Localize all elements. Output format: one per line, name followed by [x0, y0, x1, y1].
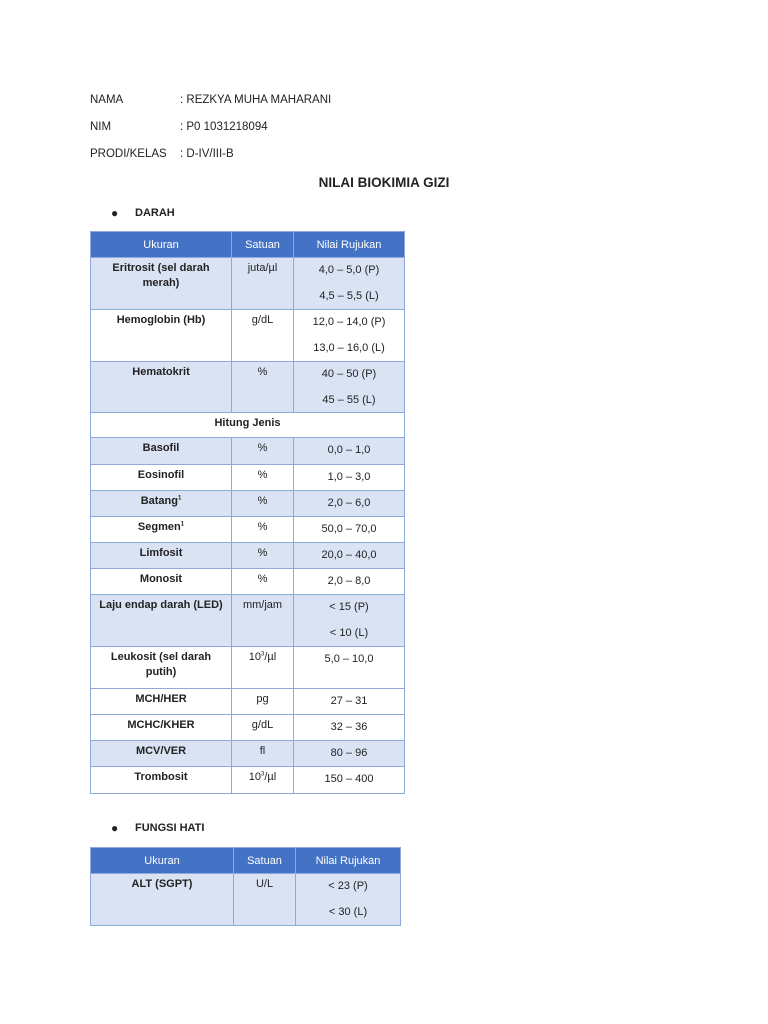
info-value: : REZKYA MUHA MAHARANI [180, 94, 332, 106]
bullet-icon: ● [111, 821, 119, 835]
satuan-text: % [257, 521, 268, 533]
satuan-text: % [257, 547, 268, 559]
ukuran-cell [91, 647, 232, 689]
nilai-rujukan-cell [294, 310, 405, 362]
satuan-exponent: 3 [261, 771, 265, 778]
ukuran-text: Eosinofil [137, 469, 185, 481]
column-header-nilai-rujukan: Nilai Rujukan [296, 848, 401, 874]
column-header-ukuran: Ukuran [91, 848, 234, 874]
ukuran-text: ALT (SGPT) [131, 878, 193, 890]
section-heading-text: DARAH [135, 207, 175, 219]
table-row [91, 741, 405, 767]
column-header-satuan: Satuan [234, 848, 296, 874]
satuan-text: fl [259, 745, 266, 757]
nilai-rujukan-value: 4,0 – 5,0 (P) [318, 264, 380, 276]
satuan-text: % [257, 495, 268, 507]
ukuran-text: Trombosit [134, 771, 188, 783]
ukuran-text: Segmen [137, 521, 181, 533]
section-heading-fungsi-hati [111, 821, 205, 835]
satuan-text: 10 [248, 651, 262, 663]
nilai-rujukan-cell [294, 741, 405, 767]
footnote-marker: 1 [177, 495, 182, 502]
section-heading-text: FUNGSI HATI [135, 822, 205, 834]
satuan-cell [234, 874, 296, 926]
nilai-rujukan-value: 20,0 – 40,0 [321, 549, 377, 561]
nilai-rujukan-cell [294, 569, 405, 595]
satuan-text: % [257, 469, 268, 481]
ukuran-cell [91, 310, 232, 362]
ukuran-cell [91, 715, 232, 741]
satuan-cell [232, 465, 294, 491]
nilai-rujukan-value: 13,0 – 16,0 (L) [313, 342, 385, 354]
satuan-cell [232, 362, 294, 413]
satuan-cell [232, 595, 294, 647]
info-row-nim [90, 121, 268, 133]
nilai-rujukan-value: 40 – 50 (P) [321, 368, 377, 380]
ukuran-cell [91, 767, 232, 794]
nilai-rujukan-value: 27 – 31 [330, 695, 368, 707]
ukuran-cell [91, 491, 232, 517]
nilai-rujukan-value: < 23 (P) [328, 880, 368, 892]
ukuran-text: Hematokrit [132, 366, 190, 378]
table-row [91, 647, 405, 689]
ukuran-cell [91, 543, 232, 569]
info-label: NAMA [90, 94, 124, 106]
nilai-rujukan-value: < 15 (P) [329, 601, 369, 613]
page-title: NILAI BIOKIMIA GIZI [318, 175, 450, 190]
table-row [91, 715, 405, 741]
satuan-cell [232, 310, 294, 362]
nilai-rujukan-value: 32 – 36 [330, 721, 368, 733]
satuan-cell [232, 715, 294, 741]
column-header-nilai-rujukan: Nilai Rujukan [294, 232, 405, 258]
satuan-text: g/dL [251, 314, 274, 326]
table-row [91, 310, 405, 362]
nilai-rujukan-value: 80 – 96 [330, 747, 368, 759]
ukuran-cell [91, 689, 232, 715]
nilai-rujukan-value: 5,0 – 10,0 [324, 653, 374, 665]
nilai-rujukan-cell [294, 438, 405, 465]
nilai-rujukan-cell [294, 715, 405, 741]
table-row [91, 258, 405, 310]
satuan-text: U/L [255, 878, 274, 890]
satuan-text: 10 [248, 771, 262, 783]
info-value: : D-IV/III-B [180, 148, 234, 160]
satuan-cell [232, 569, 294, 595]
nilai-rujukan-value: 50,0 – 70,0 [321, 523, 377, 535]
table-row [91, 465, 405, 491]
nilai-rujukan-cell [294, 491, 405, 517]
darah-table [90, 231, 405, 794]
ukuran-text: Monosit [139, 573, 183, 585]
satuan-cell [232, 689, 294, 715]
info-label: PRODI/KELAS [90, 148, 167, 160]
table-row [91, 689, 405, 715]
satuan-cell [232, 438, 294, 465]
satuan-text: juta/µl [247, 262, 278, 274]
section-heading-darah [111, 206, 175, 220]
nilai-rujukan-value: 0,0 – 1,0 [327, 444, 371, 456]
info-row-prodi [90, 148, 234, 160]
nilai-rujukan-cell [294, 543, 405, 569]
table-row [91, 595, 405, 647]
satuan-suffix: /µl [264, 651, 277, 663]
satuan-cell [232, 258, 294, 310]
satuan-cell [232, 517, 294, 543]
ukuran-text: Batang [140, 495, 178, 507]
nilai-rujukan-cell [294, 767, 405, 794]
satuan-text: % [257, 442, 268, 454]
ukuran-text: Eritrosit (sel darah merah) [112, 262, 210, 289]
table-header-row [91, 848, 401, 874]
info-row-nama [90, 94, 331, 106]
info-value: : P0 1031218094 [180, 121, 268, 133]
nilai-rujukan-value: 45 – 55 (L) [322, 394, 376, 406]
table-row [91, 569, 405, 595]
nilai-rujukan-cell [294, 465, 405, 491]
table-header-row [91, 232, 405, 258]
ukuran-cell [91, 362, 232, 413]
satuan-text: % [257, 366, 268, 378]
nilai-rujukan-cell [294, 517, 405, 543]
satuan-text: pg [256, 693, 269, 705]
table-row [91, 362, 405, 413]
nilai-rujukan-value: 1,0 – 3,0 [327, 471, 371, 483]
satuan-cell [232, 741, 294, 767]
ukuran-cell [91, 517, 232, 543]
ukuran-cell [91, 465, 232, 491]
satuan-suffix: /µl [264, 771, 277, 783]
ukuran-text: Laju endap darah (LED) [99, 599, 223, 611]
column-header-satuan: Satuan [232, 232, 294, 258]
table-row [91, 413, 405, 438]
nilai-rujukan-value: 150 – 400 [324, 773, 374, 785]
table-row [91, 438, 405, 465]
info-label: NIM [90, 121, 112, 133]
nilai-rujukan-cell [294, 647, 405, 689]
satuan-exponent: 3 [261, 651, 265, 658]
nilai-rujukan-cell [294, 362, 405, 413]
ukuran-text: MCH/HER [135, 693, 187, 705]
ukuran-text: MCHC/KHER [127, 719, 195, 731]
fungsi-hati-table [90, 847, 401, 926]
nilai-rujukan-value: 4,5 – 5,5 (L) [319, 290, 379, 302]
nilai-rujukan-cell [294, 595, 405, 647]
table-row [91, 491, 405, 517]
ukuran-cell [91, 438, 232, 465]
column-header-ukuran: Ukuran [91, 232, 232, 258]
table-row [91, 543, 405, 569]
satuan-cell [232, 491, 294, 517]
nilai-rujukan-value: 12,0 – 14,0 (P) [312, 316, 386, 328]
nilai-rujukan-cell [296, 874, 401, 926]
table-row [91, 767, 405, 794]
group-label: Hitung Jenis [214, 417, 281, 429]
nilai-rujukan-value: < 10 (L) [329, 627, 369, 639]
satuan-text: % [257, 573, 268, 585]
nilai-rujukan-value: < 30 (L) [328, 906, 368, 918]
group-label-cell [91, 413, 405, 438]
ukuran-text: Basofil [142, 442, 180, 454]
ukuran-text: MCV/VER [135, 745, 187, 757]
satuan-cell [232, 543, 294, 569]
nilai-rujukan-cell [294, 258, 405, 310]
ukuran-text: Leukosit (sel darah putih) [110, 651, 212, 678]
footnote-marker: 1 [180, 521, 185, 528]
ukuran-cell [91, 569, 232, 595]
nilai-rujukan-value: 2,0 – 6,0 [327, 497, 371, 509]
ukuran-text: Hemoglobin (Hb) [116, 314, 206, 326]
ukuran-cell [91, 258, 232, 310]
satuan-text: mm/jam [242, 599, 283, 611]
table-row [91, 517, 405, 543]
ukuran-cell [91, 595, 232, 647]
satuan-text: g/dL [251, 719, 274, 731]
table-row [91, 874, 401, 926]
bullet-icon: ● [111, 206, 119, 220]
satuan-cell [232, 767, 294, 794]
satuan-cell [232, 647, 294, 689]
nilai-rujukan-value: 2,0 – 8,0 [327, 575, 371, 587]
ukuran-cell [91, 874, 234, 926]
ukuran-text: Limfosit [139, 547, 183, 559]
nilai-rujukan-cell [294, 689, 405, 715]
ukuran-cell [91, 741, 232, 767]
